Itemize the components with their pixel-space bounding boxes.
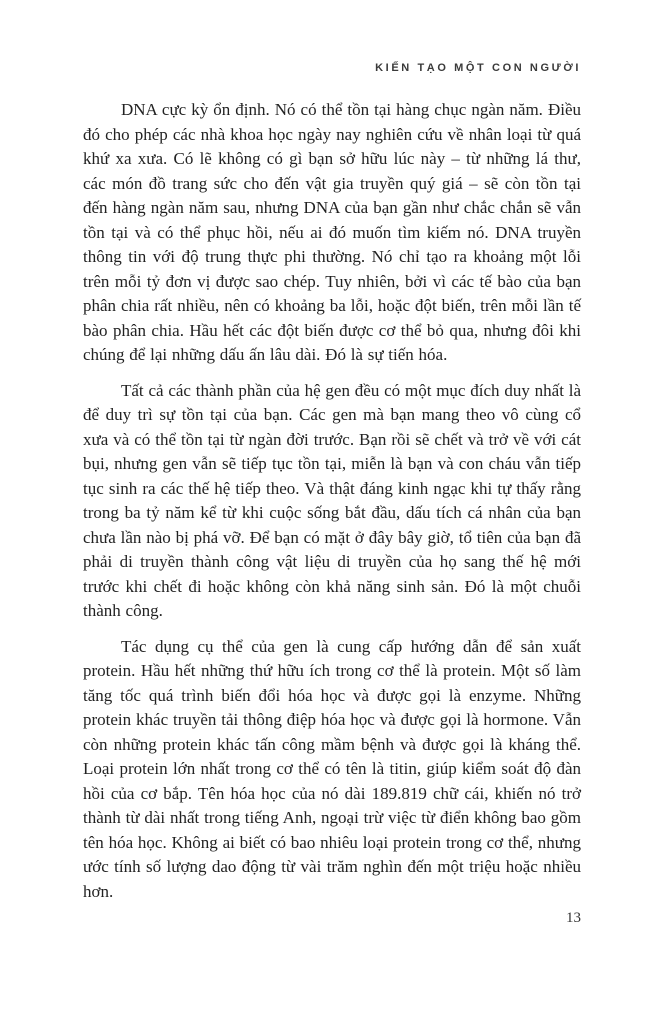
paragraph-2: Tất cả các thành phần của hệ gen đều có một mục đích duy nhất là để duy trì sự tồn tại của bạn. Các gen mà bạn mang theo vô cùng cổ xưa và có thể tồn tại từ ngàn đời trước. Bạn rồi sẽ chết và trở về với cát bụi, nhưng gen vẫn sẽ tiếp tục tồn tại, miễn là bạn và con cháu vẫn tiếp tục sinh ra các thế hệ tiếp theo. Và thật đáng kinh ngạc khi tự thấy rằng trong ba tỷ năm kể từ khi cuộc sống bắt đầu, dấu tích cá nhân của bạn chưa lần nào bị phá vỡ. Để bạn có mặt ở đây bây giờ, tổ tiên của bạn đã phải di truyền thành công vật liệu di truyền của họ sang thế hệ mới trước khi chết đi hoặc không còn khả năng sinh sản. Đó là một chuỗi thành công.: [83, 380, 581, 620]
page-body: [83, 98, 581, 915]
running-header: KIẾN TẠO MỘT CON NGƯỜI: [375, 62, 581, 74]
page-number: 13: [566, 910, 581, 926]
paragraph-3: Tác dụng cụ thể của gen là cung cấp hướng dẫn để sản xuất protein. Hầu hết những thứ hữu ích trong cơ thể là protein. Một số làm tăng tốc quá trình biến đổi hóa học và được gọi là enzyme. Những protein khác truyền tải thông điệp hóa học và được gọi là hormone. Vẫn còn những protein khác tấn công mầm bệnh và được gọi là kháng thể. Loại protein lớn nhất trong cơ thể có tên là titin, giúp kiểm soát độ đàn hồi của cơ bắp. Tên hóa học của nó dài 189.819 chữ cái, khiến nó trở thành từ dài nhất trong tiếng Anh, ngoại trừ việc từ điển không bao gồm tên hóa học. Không ai biết có bao nhiêu loại protein trong cơ thể, nhưng ước tính số lượng dao động từ vài trăm nghìn đến một triệu hoặc nhiều hơn.: [83, 636, 581, 901]
paragraph-1: DNA cực kỳ ổn định. Nó có thể tồn tại hàng chục ngàn năm. Điều đó cho phép các nhà khoa học ngày nay nghiên cứu về nhân loại từ quá khứ xa xưa. Có lẽ không có gì bạn sở hữu lúc này – từ những lá thư, các món đồ trang sức cho đến vật gia truyền quý giá – sẽ còn tồn tại đến hàng ngàn năm sau, nhưng DNA của bạn gần như chắc chắn sẽ vẫn tồn tại và có thể phục hồi, nếu ai đó muốn tìm kiếm nó. DNA truyền thông tin với độ trung thực phi thường. Nó chỉ tạo ra khoảng một lỗi trên mỗi tỷ đơn vị được sao chép. Tuy nhiên, bởi vì các tế bào của bạn phân chia rất nhiều, nên có khoảng ba lỗi, hoặc đột biến, trên mỗi lần tế bào phân chia. Hầu hết các đột biến được cơ thể bỏ qua, nhưng đôi khi chúng để lại những dấu ấn lâu dài. Đó là sự tiến hóa.: [83, 100, 581, 364]
